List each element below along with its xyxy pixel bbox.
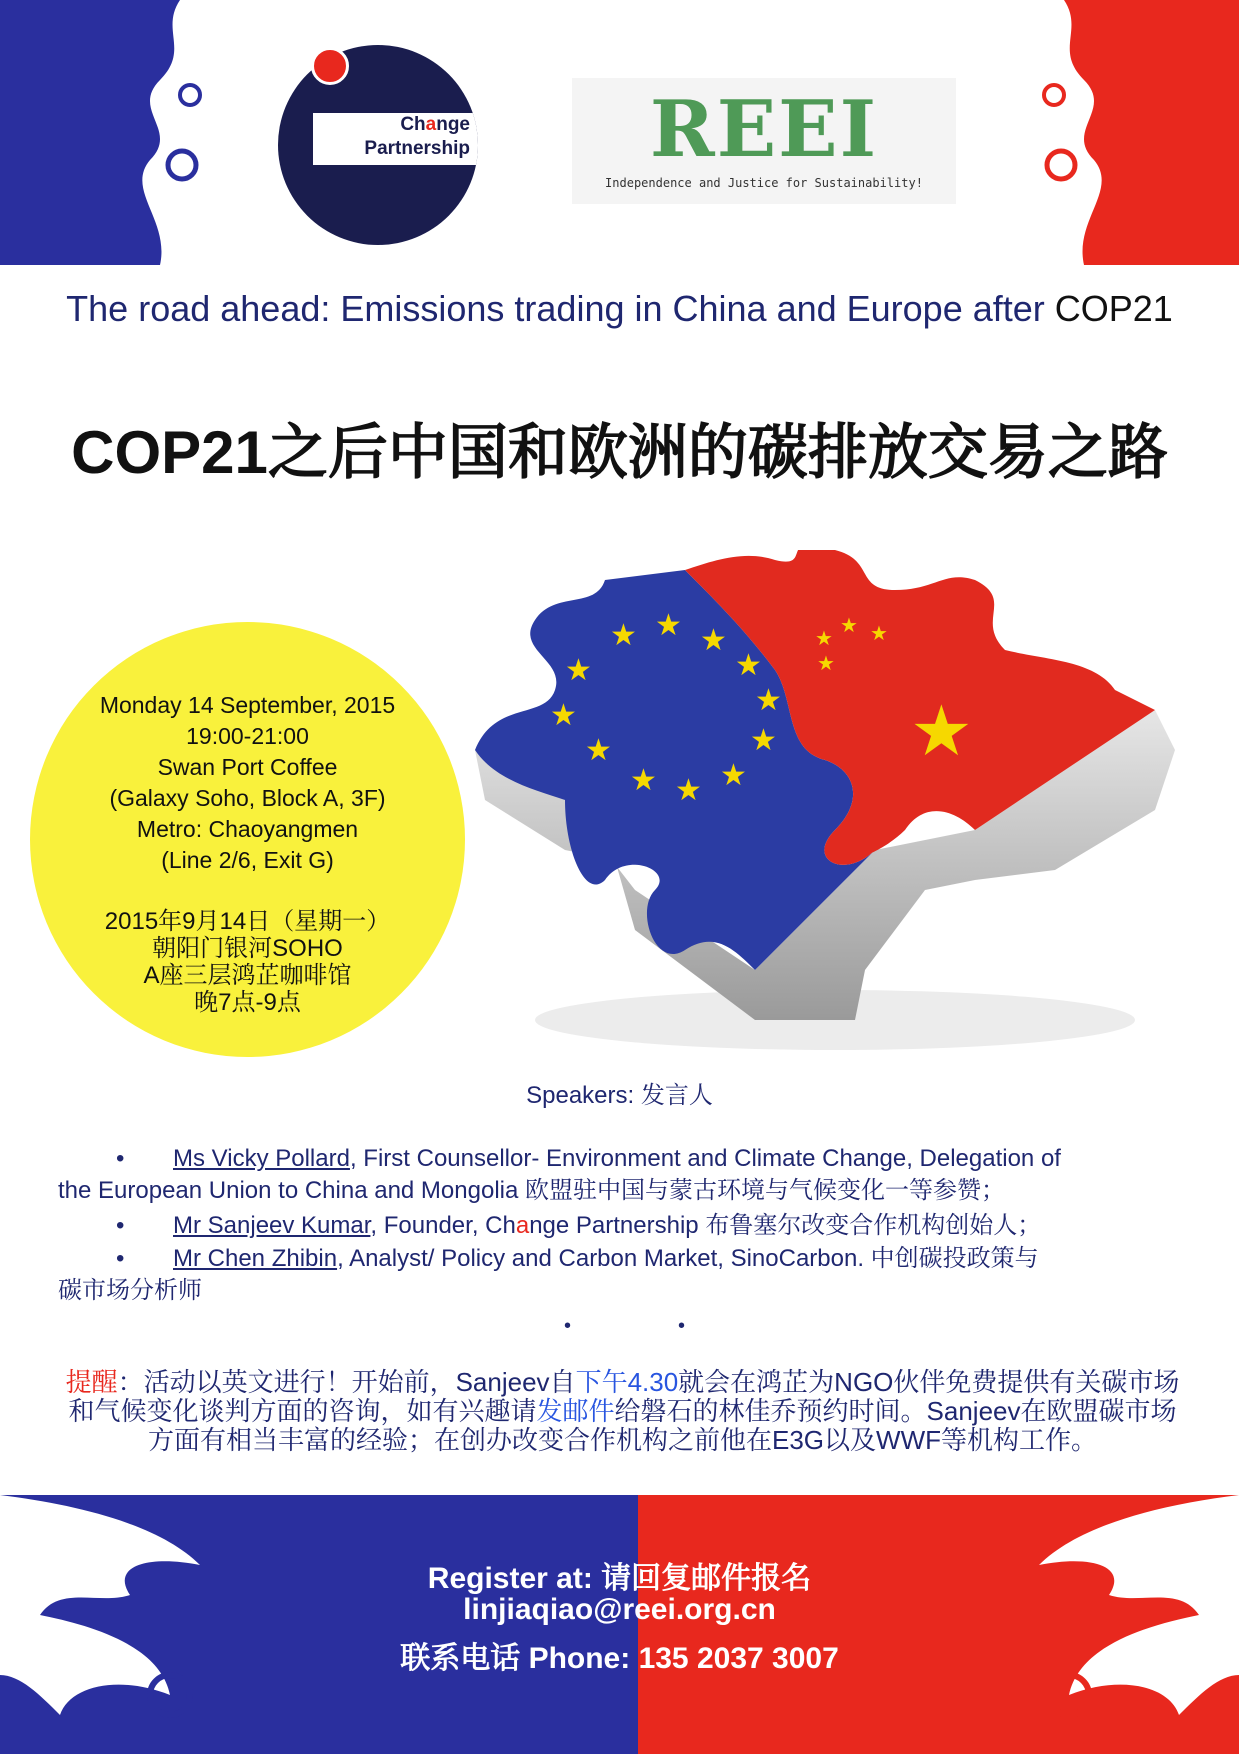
svg-text:★: ★ <box>550 699 577 732</box>
event-venue: Swan Port Coffee <box>157 754 338 780</box>
event-details-chinese <box>50 908 445 1016</box>
speaker-item: • Mr Sanjeev Kumar, Founder, Change Partnership 布鲁塞尔改变合作机构创始人； <box>116 1212 1042 1239</box>
change-partnership-logo <box>278 45 478 245</box>
speakers-heading: Speakers: 发言人 <box>526 1082 713 1109</box>
separator-dot: • <box>564 1315 572 1337</box>
event-zh-place2: A座三层鸿芷咖啡馆 <box>143 962 352 989</box>
svg-text:★: ★ <box>755 684 782 717</box>
swirl-ornament-left <box>120 0 235 265</box>
reei-logo <box>572 78 956 204</box>
svg-text:★: ★ <box>720 759 747 792</box>
register-line: Register at: 请回复邮件报名 <box>427 1562 812 1595</box>
event-line: (Line 2/6, Exit G) <box>161 847 334 873</box>
reminder-label: 提醒 <box>65 1367 118 1397</box>
change-partnership-wordmark: Change Partnership <box>364 114 470 159</box>
event-time: 19:00-21:00 <box>186 723 309 749</box>
separator-dot: • <box>678 1315 686 1337</box>
svg-text:★: ★ <box>610 619 637 652</box>
swirl-ornament-right <box>1009 0 1124 265</box>
event-zh-place1: 朝阳门银河SOHO <box>152 935 343 962</box>
reei-logo-tagline: Independence and Justice for Sustainability! <box>605 176 923 190</box>
speaker-item: • Mr Chen Zhibin, Analyst/ Policy and Carbon Market, SinoCarbon. 中创碳投政策与 碳市场分析师 <box>58 1245 1039 1304</box>
reminder-note: 提醒：活动以英文进行！开始前，Sanjeev自下午4.30就会在鸿芷为NGO伙伴免费提供有关碳市场和气候变化谈判方面的咨询，如有兴趣请发邮件给磐石的林佳乔预约时间。Sanjeev在欧盟碳市场方面有相当丰富的经验；在创办改变合作机构之前他在E3G以及WWF等机构工作。 <box>65 1367 1180 1455</box>
event-date: Monday 14 September, 2015 <box>99 692 396 718</box>
svg-text:★: ★ <box>565 654 592 687</box>
event-metro: Metro: Chaoyangmen <box>136 816 359 842</box>
svg-text:★: ★ <box>700 624 727 657</box>
eu-china-puzzle-illustration <box>455 550 1205 1070</box>
svg-text:★: ★ <box>817 653 835 675</box>
svg-text:★: ★ <box>675 774 702 807</box>
svg-text:★: ★ <box>840 615 858 637</box>
svg-text:★: ★ <box>630 764 657 797</box>
title-english: The road ahead: Emissions trading in China and Europe after COP21 <box>66 288 1173 329</box>
event-details-english <box>50 690 445 876</box>
event-zh-date: 2015年9月14日（星期一） <box>104 908 391 935</box>
svg-text:★: ★ <box>910 692 973 770</box>
reei-logo-title: REEI <box>649 84 879 175</box>
svg-text:★: ★ <box>815 628 833 650</box>
speaker-name-link[interactable]: Mr Sanjeev Kumar <box>173 1212 371 1239</box>
title-chinese: COP21之后中国和欧洲的碳排放交易之路 <box>71 419 1168 486</box>
top-blue-banner <box>0 0 235 265</box>
speaker-item: • Ms Vicky Pollard, First Counsellor- Environment and Climate Change, Delegation of the European Union to China and Mongolia 欧盟驻中国与蒙古环境与气候变化一等参赞； <box>58 1145 1061 1204</box>
speaker-name-link[interactable]: Mr Chen Zhibin <box>173 1245 338 1272</box>
event-zh-time: 晚7点-9点 <box>194 989 301 1016</box>
email-link[interactable]: 发邮件 <box>536 1396 615 1426</box>
speaker-name-link[interactable]: Ms Vicky Pollard <box>173 1145 350 1172</box>
event-address: (Galaxy Soho, Block A, 3F) <box>109 785 386 811</box>
svg-text:★: ★ <box>870 623 888 645</box>
svg-text:★: ★ <box>655 609 682 642</box>
svg-text:★: ★ <box>585 734 612 767</box>
change-partnership-band <box>313 113 478 165</box>
register-phone: 联系电话 Phone: 135 2037 3007 <box>400 1642 839 1675</box>
change-partnership-red-dot <box>311 47 349 85</box>
svg-text:★: ★ <box>735 649 762 682</box>
register-email[interactable]: linjiaqiao@reei.org.cn <box>463 1593 776 1626</box>
top-red-banner <box>1009 0 1239 265</box>
svg-text:★: ★ <box>750 724 777 757</box>
